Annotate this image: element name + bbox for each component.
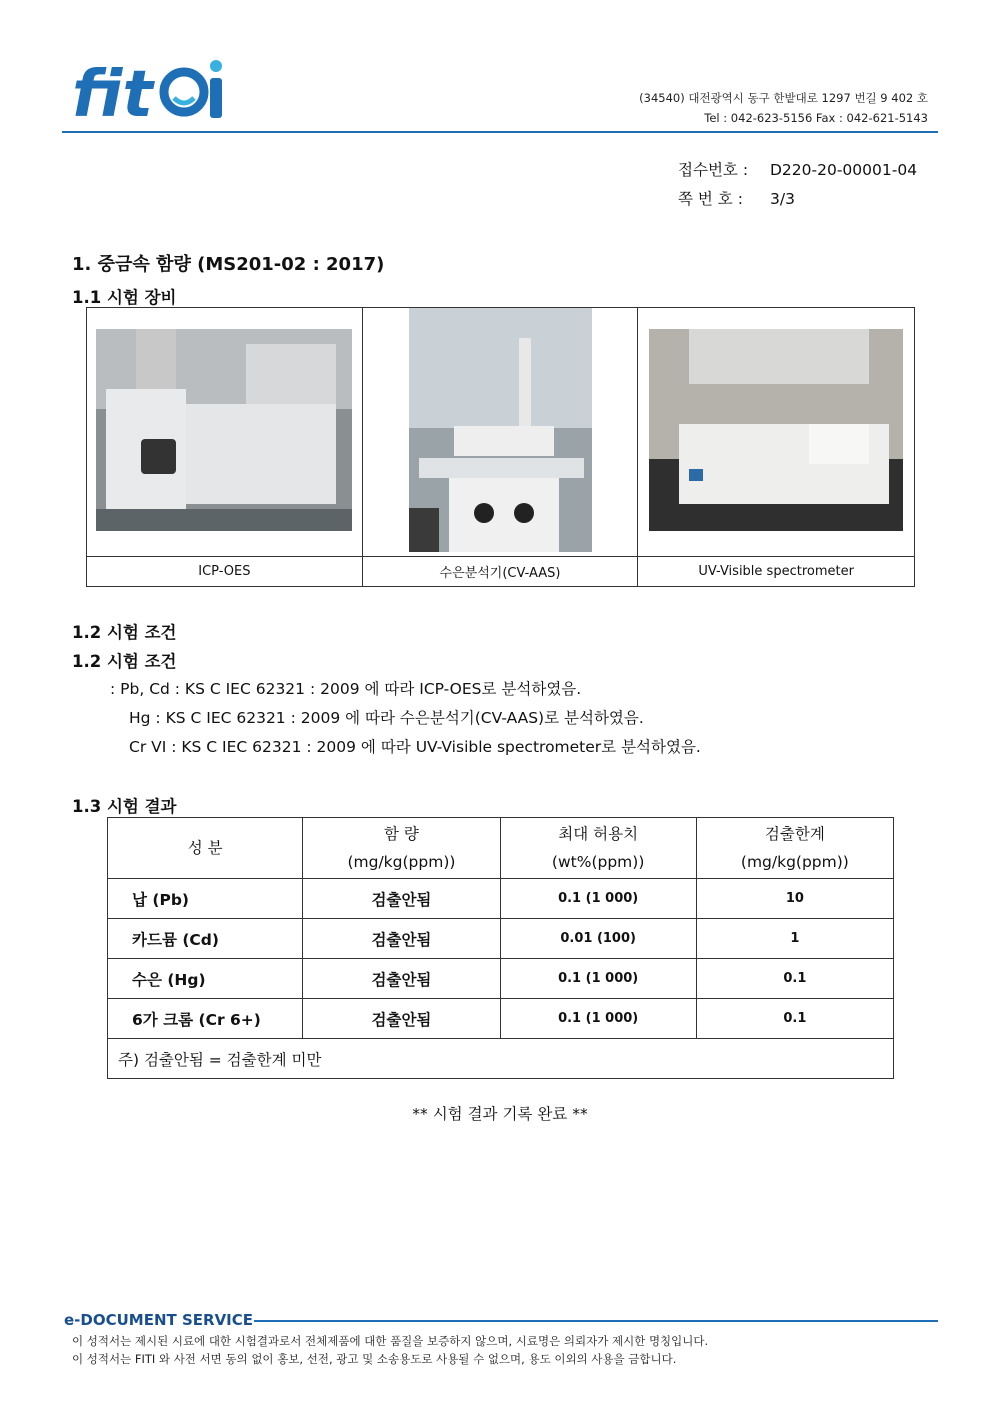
results-note: 주) 검출안됨 = 검출한계 미만 [108,1039,894,1079]
footer-disclaimer [72,1332,708,1368]
contact-line: Tel : 042-623-5156 Fax : 042-621-5143 [704,111,928,125]
page-number: 3/3 [770,190,795,208]
equipment-table [86,307,915,587]
equipment-caption: ICP-OES [87,557,363,587]
uv-vis-photo-cell [638,308,915,557]
fiti-logo [72,58,232,128]
table-row: 카드뮴 (Cd) 검출안됨 0.01 (100) 1 [108,919,894,959]
condition-line: Hg : KS C IEC 62321 : 2009 에 따라 수은분석기(CV-AAS)로 분석하였음. [129,709,644,727]
header-component: 성 분 [108,818,303,879]
header-max-allowed: 최대 허용치 (wt%(ppm)) [500,818,696,879]
results-table [107,817,894,1079]
header-divider [62,131,938,133]
equipment-caption: 수은분석기(CV-AAS) [362,557,638,587]
receipt-label: 접수번호 : [678,161,749,179]
table-row: 납 (Pb) 검출안됨 0.1 (1 000) 10 [108,879,894,919]
table-row: 6가 크롬 (Cr 6+) 검출안됨 0.1 (1 000) 0.1 [108,999,894,1039]
conditions-title-repeat: 1.2 시험 조건 [72,652,177,671]
receipt-number: D220-20-00001-04 [770,161,918,179]
conditions-title: 1.2 시험 조건 [72,623,177,642]
disclaimer-line: 이 성적서는 FITI 와 사전 서면 동의 없이 홍보, 선전, 광고 및 소송용도로 사용될 수 없으며, 용도 이외의 사용을 금합니다. [72,1352,677,1366]
condition-line: Cr VI : KS C IEC 62321 : 2009 에 따라 UV-Visible spectrometer로 분석하였음. [129,738,701,756]
icp-oes-photo [96,329,352,531]
header-content: 함 량 (mg/kg(ppm)) [303,818,500,879]
icp-oes-photo-cell [87,308,363,557]
header-detection-limit: 검출한계 (mg/kg(ppm)) [696,818,893,879]
cv-aas-photo-cell [362,308,638,557]
equipment-title: 1.1 시험 장비 [72,288,177,307]
page-label: 쪽 번 호 : [678,190,743,208]
svg-text:fit: fit [72,58,153,128]
e-document-service-label: e-DOCUMENT SERVICE [64,1311,254,1329]
disclaimer-line: 이 성적서는 제시된 시료에 대한 시험결과로서 전체제품에 대한 품질을 보증하지 않으며, 시료명은 의뢰자가 제시한 명칭입니다. [72,1334,709,1348]
footer-divider [254,1320,938,1322]
company-address [639,88,928,128]
table-row: 수은 (Hg) 검출안됨 0.1 (1 000) 0.1 [108,959,894,999]
equipment-caption: UV-Visible spectrometer [638,557,915,587]
cv-aas-photo [409,308,592,552]
condition-line: : Pb, Cd : KS C IEC 62321 : 2009 에 따라 ICP-OES로 분석하였음. [110,680,582,698]
results-title: 1.3 시험 결과 [72,797,177,816]
end-of-report: ** 시험 결과 기록 완료 ** [412,1105,588,1123]
report-meta [678,156,917,214]
address-line: (34540) 대전광역시 동구 한밭대로 1297 번길 9 402 호 [639,91,928,105]
section-title: 1. 중금속 함량 (MS201-02 : 2017) [72,254,385,275]
uv-vis-photo [649,329,903,531]
